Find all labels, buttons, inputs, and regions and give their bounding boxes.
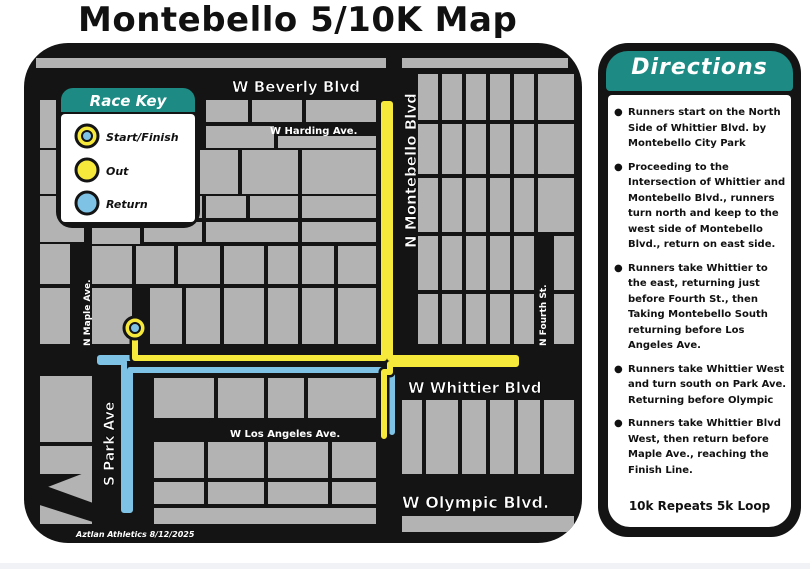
- race-key: [56, 84, 200, 228]
- directions-title: Directions: [631, 55, 768, 80]
- direction-item: ● Runners start on the North Side of Whittier Blvd. by Montebello City Park: [614, 105, 787, 152]
- street-label-harding: W Harding Ave.: [270, 126, 358, 137]
- key-label-start-finish: Start/Finish: [106, 131, 179, 144]
- directions-header: [606, 51, 793, 91]
- street-label-park: S Park Ave: [102, 401, 118, 486]
- directions-panel: [598, 43, 801, 537]
- street-label-montebello: N Montebello Blvd: [402, 93, 420, 248]
- direction-item: ● Proceeding to the Intersection of Whittier and Montebello Blvd., runners turn north and keep to the west side of Montebello Blvd., return on east side.: [614, 160, 787, 253]
- street-label-fourth: N Fourth St.: [539, 284, 549, 346]
- start-finish-marker: [124, 317, 146, 339]
- start-finish-key-icon: [76, 125, 98, 147]
- direction-item: ● Runners take Whittier to the east, returning just before Fourth St., then Taking Montebello South returning before Los Angeles Ave.: [614, 261, 787, 354]
- street-label-olympic: W Olympic Blvd.: [402, 493, 550, 512]
- direction-item: ● Runners take Whittier West and turn south on Park Ave. Returning before Olympic: [614, 362, 787, 409]
- street-label-beverly: W Beverly Blvd: [232, 78, 360, 96]
- return-key-icon: [76, 192, 98, 214]
- key-label-return: Return: [106, 198, 148, 211]
- key-label-out: Out: [106, 165, 129, 178]
- bottom-bar: [0, 563, 810, 569]
- directions-footer: 10k Repeats 5k Loop: [628, 499, 771, 513]
- street-label-los-angeles: W Los Angeles Ave.: [230, 429, 341, 440]
- street-label-whittier: W Whittier Blvd: [408, 379, 542, 397]
- map-title: Montebello 5/10K Map: [78, 0, 518, 40]
- out-key-icon: [76, 159, 98, 181]
- directions-list: [608, 95, 791, 478]
- direction-item: ● Runners take Whittier Blvd West, then return before Maple Ave., reaching the Finish Line.: [614, 416, 787, 478]
- race-key-title: Race Key: [89, 92, 167, 110]
- credit-text: Aztlan Athletics 8/12/2025: [76, 530, 195, 539]
- directions-body: [608, 95, 791, 527]
- street-label-maple: N Maple Ave.: [83, 279, 93, 346]
